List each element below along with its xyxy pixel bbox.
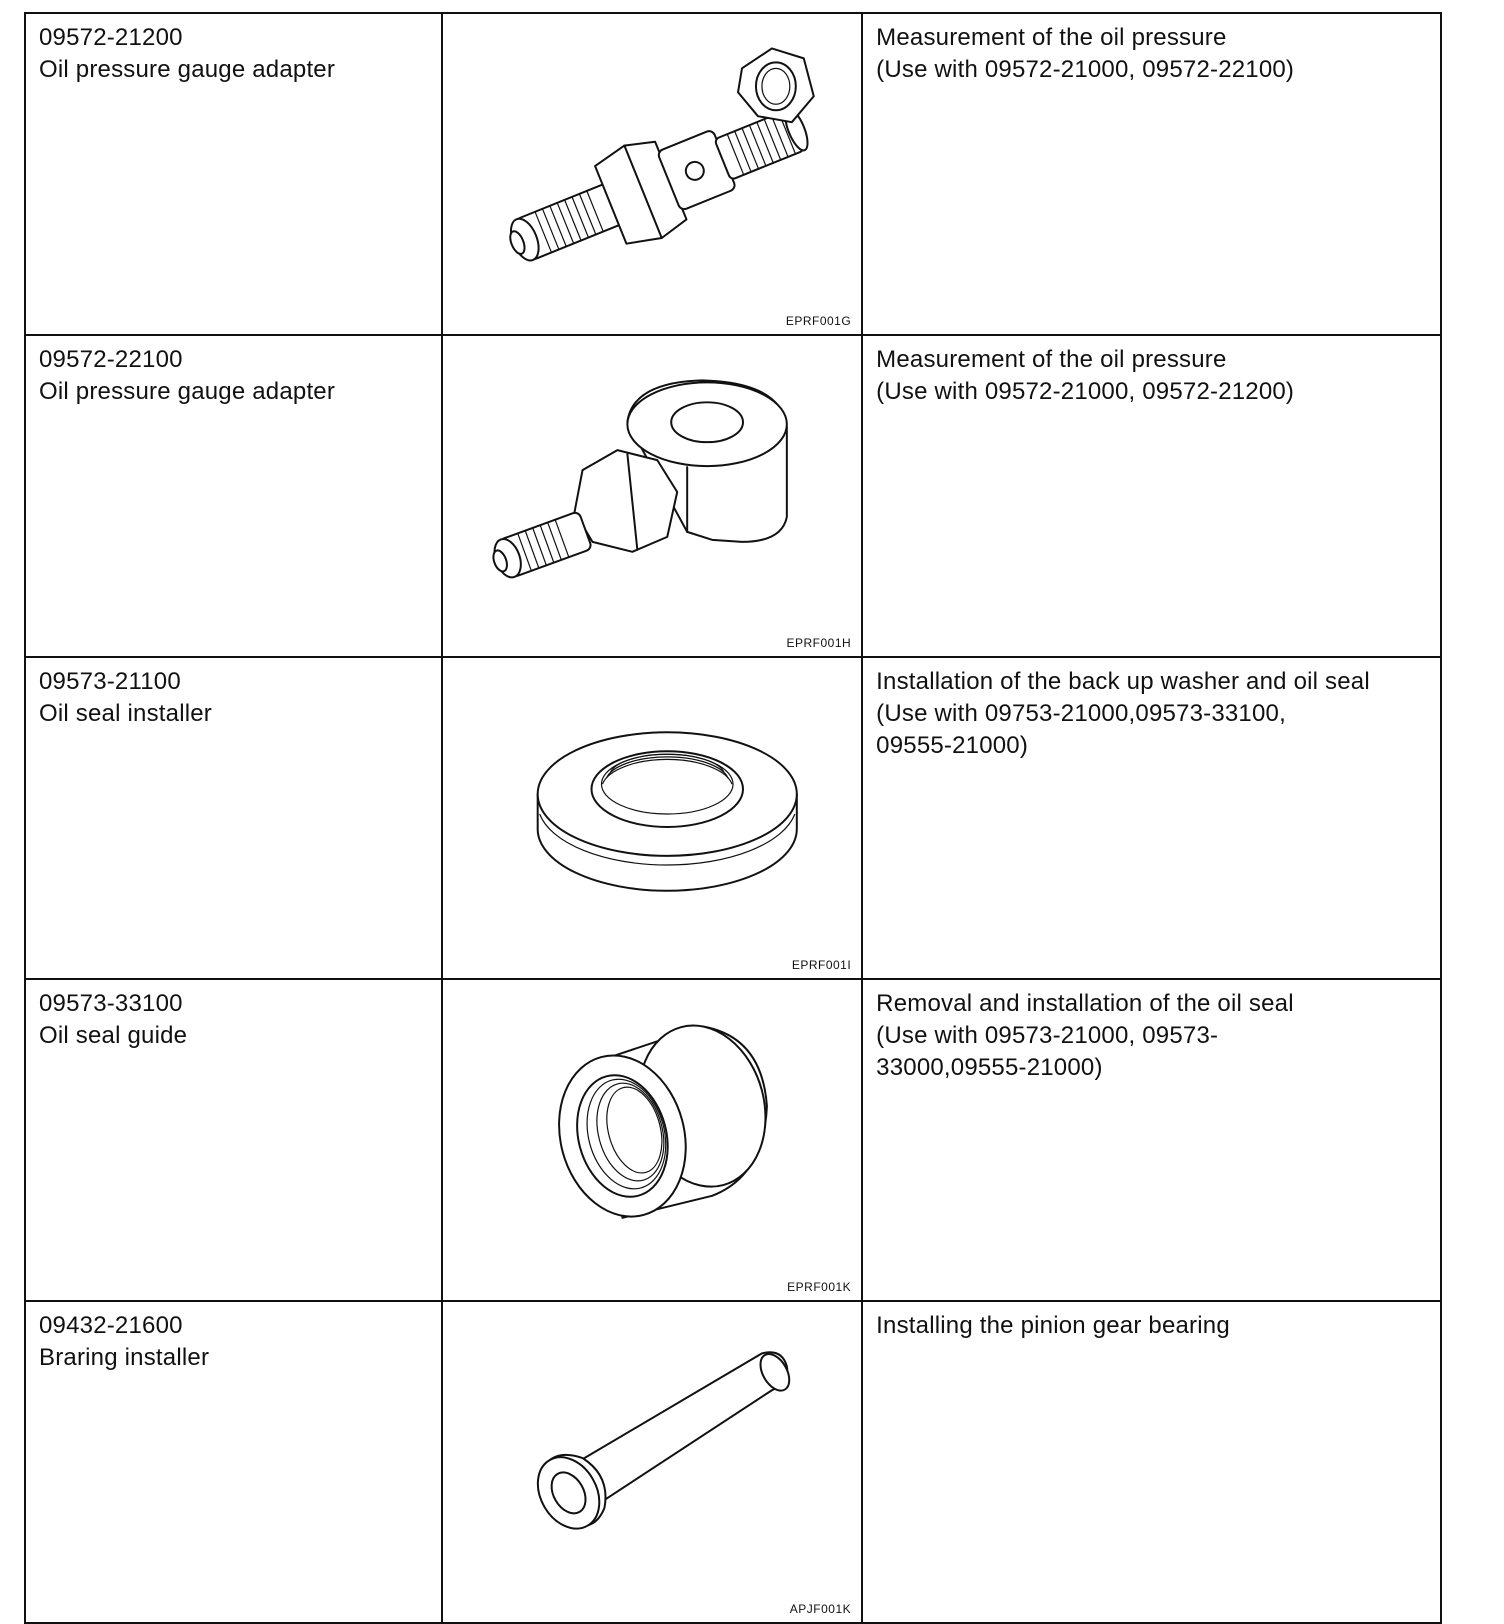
description-line: Measurement of the oil pressure [876,346,1227,373]
table-row [25,979,1441,1301]
tool-name: Oil pressure gauge adapter [39,56,336,83]
banjo-adapter-icon [443,336,862,656]
tool-name-cell [25,335,442,657]
bearing-installer-rod-icon [443,1302,862,1622]
table-row [25,1301,1441,1623]
tool-name-cell [25,657,442,979]
figure-code: EPRF001K [787,1280,852,1294]
description-line: 33000,09555-21000) [876,1054,1103,1081]
description-line: 09555-21000) [876,732,1029,759]
tool-name: Oil seal guide [39,1022,188,1049]
tool-name: Oil seal installer [39,700,212,727]
description-line: (Use with 09572-21000, 09572-22100) [876,56,1295,83]
part-number: 09573-33100 [39,990,183,1017]
description-line: (Use with 09573-21000, 09573- [876,1022,1219,1049]
table-row [25,657,1441,979]
special-tools-table [24,12,1442,1624]
tool-name-cell [25,13,442,335]
part-number: 09572-22100 [39,346,183,373]
tool-name-cell [25,1301,442,1623]
figure-code: EPRF001H [786,636,852,650]
figure-code: APJF001K [789,1602,852,1616]
tool-name: Oil pressure gauge adapter [39,378,336,405]
ring-installer-icon [443,658,862,978]
fitting-adapter-with-nut-icon [443,14,862,334]
tool-description-cell [862,335,1441,657]
description-line: (Use with 09753-21000,09573-33100, [876,700,1286,727]
tool-name-cell [25,979,442,1301]
table-row [25,335,1441,657]
description-line: Installation of the back up washer and oil seal [876,668,1370,695]
tool-illustration-cell [442,335,863,657]
tool-illustration-cell [442,1301,863,1623]
tool-description-cell [862,657,1441,979]
table-row [25,13,1441,335]
description-line: Removal and installation of the oil seal [876,990,1294,1017]
tool-description-cell [862,1301,1441,1623]
part-number: 09573-21100 [39,668,181,695]
cylindrical-guide-icon [443,980,862,1300]
description-line: (Use with 09572-21000, 09572-21200) [876,378,1295,405]
description-line: Installing the pinion gear bearing [876,1312,1230,1339]
tool-name: Braring installer [39,1344,210,1371]
tool-description-cell [862,13,1441,335]
part-number: 09572-21200 [39,24,183,51]
tool-illustration-cell [442,979,863,1301]
description-line: Measurement of the oil pressure [876,24,1227,51]
figure-code: EPRF001I [791,958,852,972]
tool-illustration-cell [442,13,863,335]
figure-code: EPRF001G [785,314,852,328]
tool-description-cell [862,979,1441,1301]
part-number: 09432-21600 [39,1312,183,1339]
tool-illustration-cell [442,657,863,979]
